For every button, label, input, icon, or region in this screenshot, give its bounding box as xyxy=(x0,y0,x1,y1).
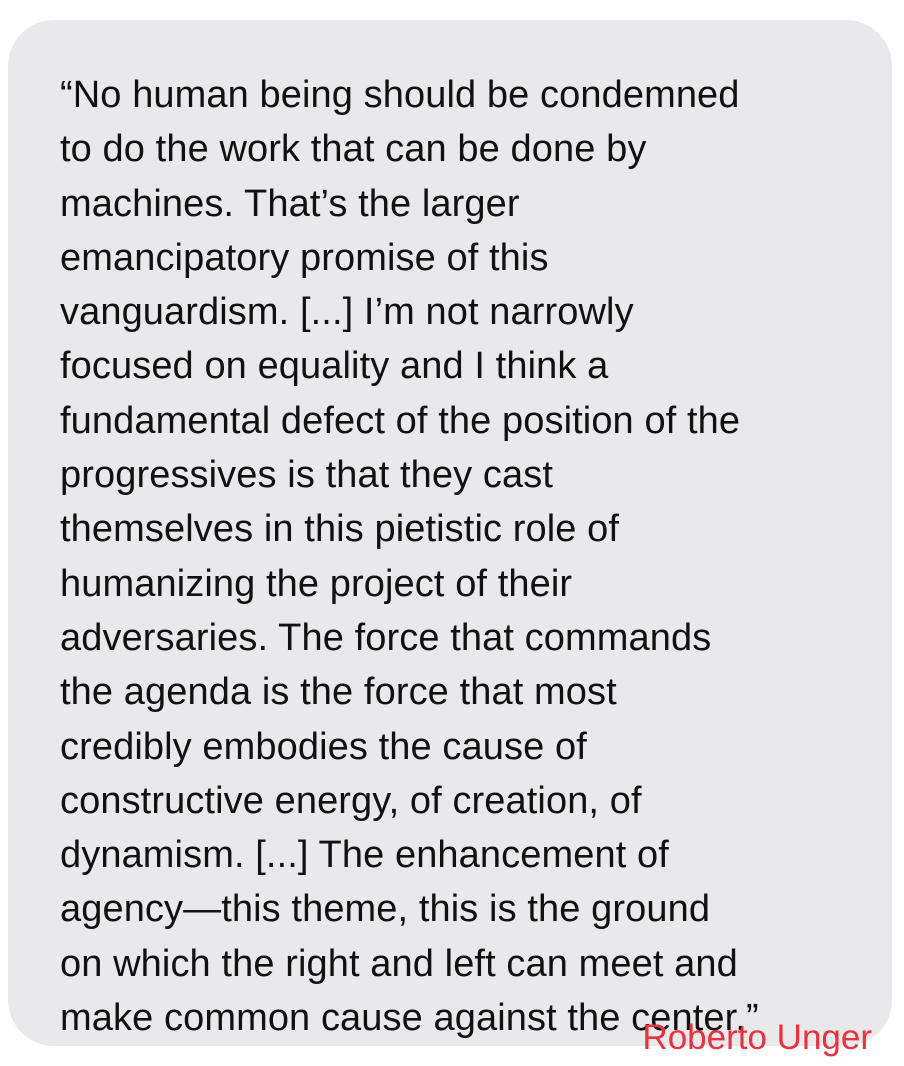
message-text xyxy=(60,68,759,1045)
message-line: themselves in this pietistic role of xyxy=(60,508,620,551)
message-line: dynamism. [...] The enhancement of xyxy=(60,834,669,877)
message-line: vanguardism. [...] I’m not narrowly xyxy=(60,291,634,334)
message-line: progressives is that they cast xyxy=(60,454,553,497)
message-line: constructive energy, of creation, of xyxy=(60,779,642,822)
message-line: focused on equality and I think a xyxy=(60,345,609,388)
message-line: credibly embodies the cause of xyxy=(60,725,587,768)
message-line: “No human being should be condemned xyxy=(60,74,740,116)
message-line: machines. That’s the larger xyxy=(60,182,520,225)
message-bubble[interactable] xyxy=(8,20,892,1046)
message-line: the agenda is the force that most xyxy=(60,671,617,714)
signature-label: Roberto Unger xyxy=(642,1018,872,1057)
message-line: agency—this theme, this is the ground xyxy=(60,888,711,931)
message-line: adversaries. The force that commands xyxy=(60,616,712,659)
message-line: make common cause against the center.” xyxy=(60,997,759,1040)
message-line: humanizing the project of their xyxy=(60,562,573,605)
message-line: on which the right and left can meet and xyxy=(60,942,738,985)
message-line: to do the work that can be done by xyxy=(60,128,647,171)
message-line: emancipatory promise of this xyxy=(60,236,549,279)
message-line: fundamental defect of the position of the xyxy=(60,399,741,442)
